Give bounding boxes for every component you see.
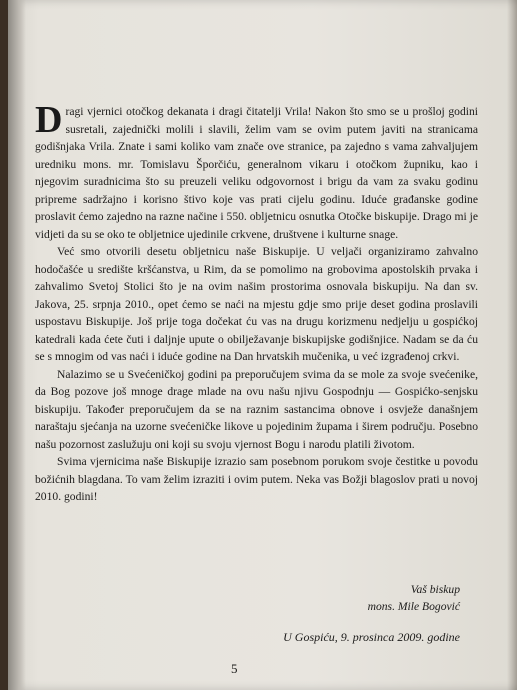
letter-paragraph-2: Već smo otvorili desetu obljetnicu naše Biskupije. U veljači organiziramo zahvalno hodočašće u središte kršćanstva, u Rim, da se pomolimo na grobovima apostolskih prvaka i zahvalimo Svetoj Stolici što je na ovim našim prostorima osnovala biskupiju. Na dan sv. Jakova, 25. srpnja 2010., opet ćemo se naći na mjestu gdje smo prije deset godina proslavili uspostavu Biskupije. Još prije toga dočekat ću vas na drugu korizmenu nedjelju u gospićkoj katedrali kada ćete čuti i daljnje upute o obilježavanje biskupijske godišnjice. Nadam se da ću se s mnogim od vas naći i iduće godine na Dan hrvatskih mučenika, u već izgrađenoj crkvi.: [35, 245, 478, 363]
dateline: U Gospiću, 9. prosinca 2009. godine: [283, 630, 460, 644]
letter-body: [35, 99, 479, 506]
letter-paragraph-4: Svima vjernicima naše Biskupije izrazio sam posebnom porukom svoje čestitke u povodu božićnih blagdana. To vam želim izraziti i ovim putem. Neka vas Božji blagoslov prati u novoj 2010. godini!: [35, 455, 478, 503]
letter-paragraph-3: Nalazimo se u Svećeničkoj godini pa preporučujem svima da se mole za svoje svećenike, da Bog pozove još mnoge drage mlade na ovu našu njivu Gospodnju — Gospićko-senjsku biskupiju. Također preporučujem da se na raznim sastancima obnove i osvježe današnjem naraštaju sjećanja na uzorne svećeničke likove u pojedinim župama i širem području. Posebno našu pozornost zaslužuju oni koji su svoju vjernost Bogu i narodu platili životom.: [35, 367, 478, 451]
drop-cap: D: [35, 99, 63, 141]
signature-name: mons. Mile Bogović: [367, 600, 460, 613]
signature-title: Vaš biskup: [410, 583, 460, 596]
paragraph-text: ragi vjernici otočkog dekanata i dragi čitatelji Vrila! Nakon što smo se u prošloj godini susretali, zajednički molili i slavili, želim vam se ovim putem javiti na stranicama godišnjaka Vrila. Znate i sami koliko vam znače ove stranice, pa zajedno s vama zahvaljujem uredniku mons. mr. Tomislavu Šporčiću, generalnom vikaru i otočkom župniku, kao i njegovim suradnicima što su preuzeli veliku odgovornost i brigu da vam za svaku godinu pripreme sadržajno i korisno štivo koje vas prati cijelu godinu. Iduće građanske godine proslavit ćemo zajedno na razne načine i 550. obljetnicu osnutka Otočke biskupije. Drago mi je vidjeti da su se oko te obljetnice ujedinile crkvene, društvene i kulturne snage.: [35, 105, 479, 241]
book-page: [8, 0, 517, 690]
page-edge-shadow: [507, 0, 517, 690]
page-binding-shadow: [8, 0, 26, 690]
letter-paragraph-1: [35, 99, 479, 243]
signature-block: [368, 581, 460, 615]
page-number: 5: [231, 661, 238, 676]
